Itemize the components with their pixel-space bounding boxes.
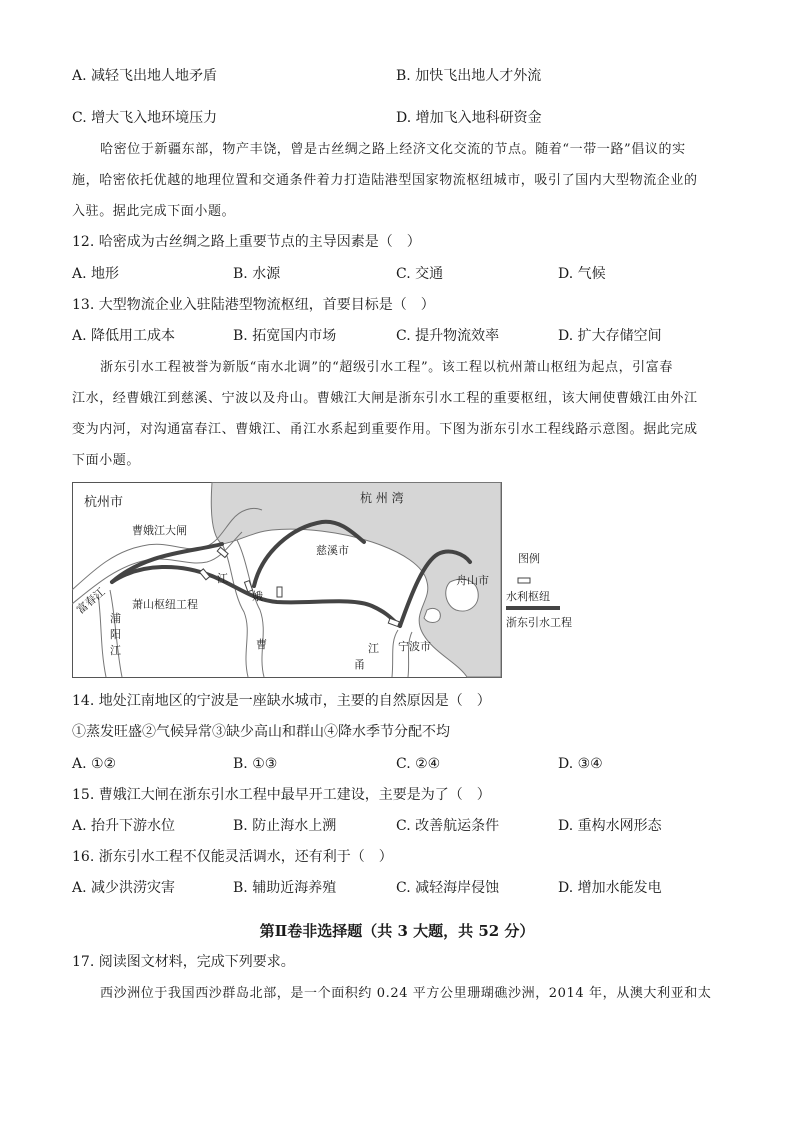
q13-stem: 13. 大型物流企业入驻陆港型物流枢纽，首要目标是（ ） — [72, 297, 435, 313]
q13-option-b: B. 拓宽国内市场 — [233, 328, 337, 344]
q14-option-b: B. ①③ — [233, 756, 278, 772]
q16-option-d: D. 增加水能发电 — [558, 880, 662, 896]
passage-hami-line-2: 施，哈密依托优越的地理位置和交通条件着力打造陆港型国家物流枢纽城市，吸引了国内大型物流企业的 — [72, 173, 698, 188]
label-caoe-dam: 曹娥江大闸 — [132, 524, 187, 537]
section-2-title: 第Ⅱ卷非选择题（共 3 大题，共 52 分） — [259, 922, 535, 940]
q12-option-d: D. 气候 — [558, 266, 606, 282]
q16-option-c: C. 减轻海岸侵蚀 — [396, 880, 500, 896]
q15-option-c: C. 改善航运条件 — [396, 818, 500, 834]
label-ningbo: 宁波市 — [398, 640, 431, 653]
legend-title: 图例 — [518, 552, 540, 565]
label-yong-2: 甬 — [354, 658, 365, 671]
q17-stem: 17. 阅读图文材料，完成下列要求。 — [72, 954, 295, 970]
q15-option-a: A. 抬升下游水位 — [72, 818, 176, 834]
passage-hami-line-1: 哈密位于新疆东部，物产丰饶，曾是古丝绸之路上经济文化交流的节点。随着“一带一路”倡议的实 — [100, 142, 686, 157]
label-fuchun-river: 富春江 — [74, 585, 108, 617]
label-zhoushan: 舟山市 — [456, 574, 489, 587]
label-cao: 曹 — [256, 638, 267, 651]
label-yong-1: 江 — [368, 642, 379, 655]
legend-hub-symbol — [518, 578, 530, 583]
q12-option-b: B. 水源 — [233, 266, 281, 282]
label-jiang: 江 — [217, 572, 228, 585]
legend-hub-label: 水利枢纽 — [506, 590, 550, 603]
label-e: 娥 — [252, 590, 263, 603]
q14-option-c: C. ②④ — [396, 756, 441, 772]
q11-option-c: C. 增大飞入地环境压力 — [72, 110, 218, 126]
passage-zhedong-line-4: 下面小题。 — [72, 453, 141, 468]
q12-option-a: A. 地形 — [72, 266, 120, 282]
small-island — [424, 608, 440, 622]
label-puyang-1: 浦 — [110, 612, 121, 625]
water-hub-marker — [277, 587, 282, 597]
q12-stem: 12. 哈密成为古丝绸之路上重要节点的主导因素是（ ） — [72, 234, 421, 250]
q11-option-a: A. 减轻飞出地人地矛盾 — [72, 68, 218, 84]
q12-option-c: C. 交通 — [396, 266, 444, 282]
passage-zhedong-line-2: 江水，经曹娥江到慈溪、宁波以及舟山。曹娥江大闸是浙东引水工程的重要枢纽，该大闸使曹娥江由外江 — [72, 391, 698, 406]
q16-option-a: A. 减少洪涝灾害 — [72, 880, 176, 896]
label-puyang-3: 江 — [110, 644, 121, 657]
q13-option-a: A. 降低用工成本 — [72, 328, 176, 344]
label-cixi: 慈溪市 — [316, 544, 349, 557]
q14-option-d: D. ③④ — [558, 756, 603, 772]
label-xiaoshan-hub: 萧山枢纽工程 — [132, 598, 198, 611]
q16-stem: 16. 浙东引水工程不仅能灵活调水，还有利于（ ） — [72, 849, 393, 865]
passage-zhedong-line-1: 浙东引水工程被誉为新版“南水北调”的“超级引水工程”。该工程以杭州萧山枢纽为起点，引富春 — [100, 360, 673, 375]
q14-items: ①蒸发旺盛②气候异常③缺少高山和群山④降水季节分配不均 — [72, 724, 450, 740]
q11-option-d: D. 增加飞入地科研资金 — [396, 110, 542, 126]
label-hangzhou: 杭州市 — [84, 495, 124, 510]
q14-option-a: A. ①② — [72, 756, 117, 772]
q11-option-b: B. 加快飞出地人才外流 — [396, 68, 542, 84]
q15-option-b: B. 防止海水上溯 — [233, 818, 337, 834]
zhedong-water-diversion-map — [72, 482, 592, 678]
passage-hami-line-3: 入驻。据此完成下面小题。 — [72, 204, 236, 219]
passage-zhedong-line-3: 变为内河，对沟通富春江、曹娥江、甬江水系起到重要作用。下图为浙东引水工程线路示意图。据此完成 — [72, 422, 698, 437]
label-hangzhou-bay: 杭 州 湾 — [360, 491, 404, 505]
q17-passage: 西沙洲位于我国西沙群岛北部，是一个面积约 0.24 平方公里珊瑚礁沙洲，2014 年，从澳大利亚和太 — [100, 986, 712, 1001]
legend-project-label: 浙东引水工程 — [506, 616, 572, 629]
label-puyang-2: 阳 — [110, 628, 121, 641]
q14-stem: 14. 地处江南地区的宁波是一座缺水城市，主要的自然原因是（ ） — [72, 693, 491, 709]
q13-option-d: D. 扩大存储空间 — [558, 328, 662, 344]
q16-option-b: B. 辅助近海养殖 — [233, 880, 337, 896]
q13-option-c: C. 提升物流效率 — [396, 328, 500, 344]
q15-stem: 15. 曹娥江大闸在浙东引水工程中最早开工建设，主要是为了（ ） — [72, 787, 491, 803]
q15-option-d: D. 重构水网形态 — [558, 818, 662, 834]
